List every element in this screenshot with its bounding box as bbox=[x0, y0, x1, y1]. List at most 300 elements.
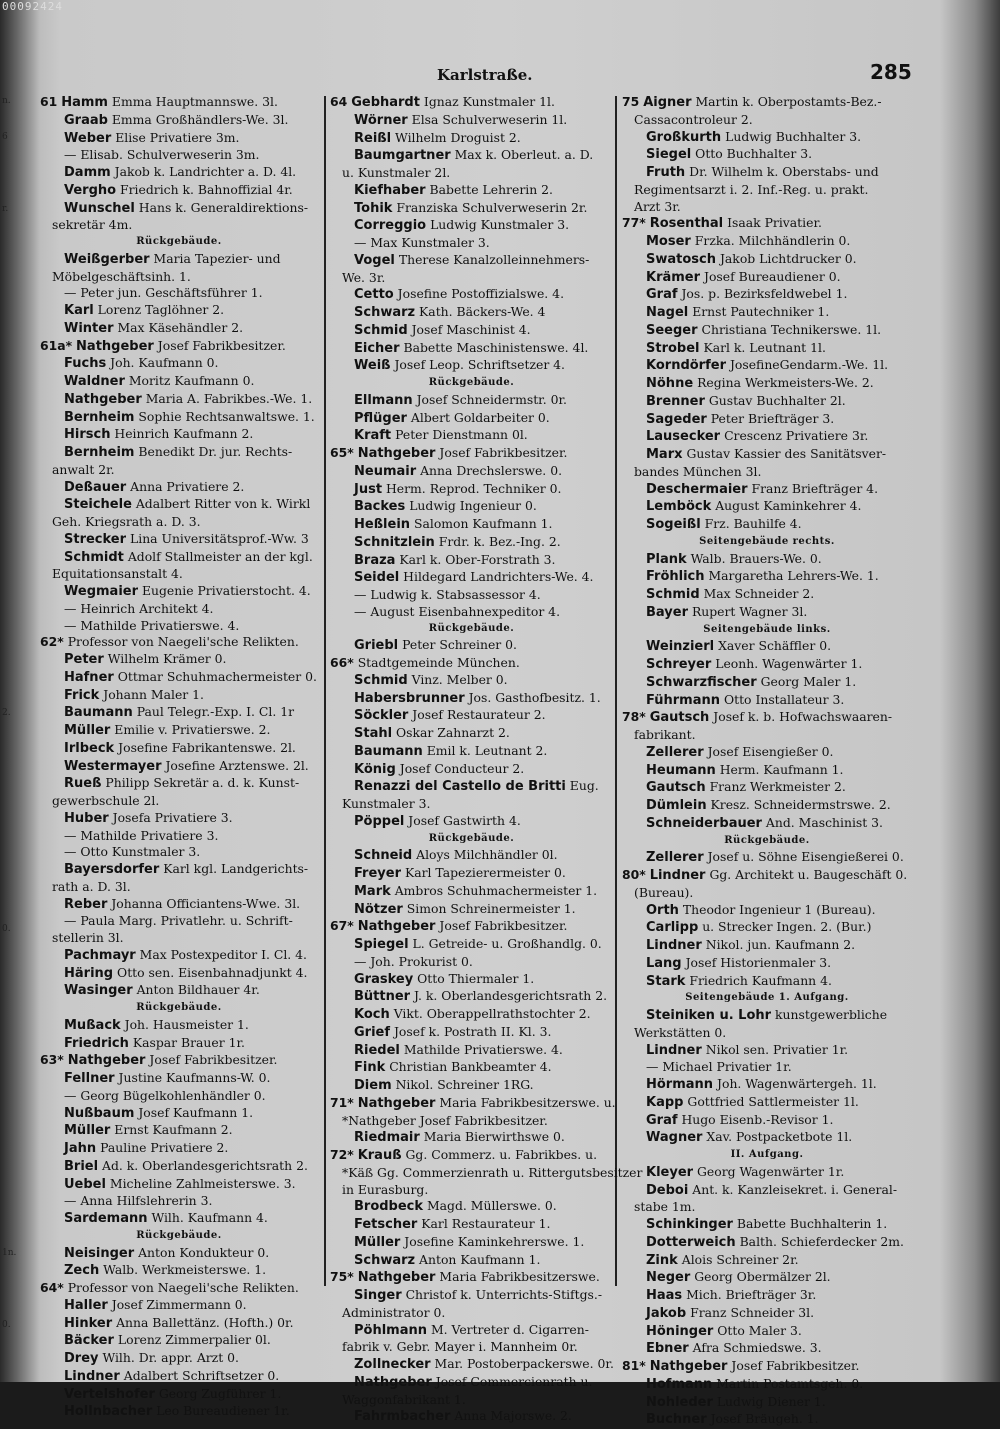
entry-details: Geh. Kriegsrath a. D. 3. bbox=[52, 514, 201, 529]
directory-entry bbox=[330, 883, 613, 901]
entry-details: Max Schneider 2. bbox=[703, 586, 815, 601]
entry-details: August Kaminkehrer 4. bbox=[715, 498, 862, 514]
entry-details: Mich. Briefträger 3r. bbox=[686, 1287, 817, 1302]
resident-surname: Buchner bbox=[646, 1412, 707, 1428]
section-subheading: Rückgebäude. bbox=[136, 1229, 222, 1241]
entry-details: Josef Historienmaler 3. bbox=[685, 954, 832, 970]
resident-surname: Strobel bbox=[646, 340, 700, 356]
entry-details: Josef u. Söhne Eisengießerei 0. bbox=[707, 849, 904, 865]
resident-surname: Gautsch bbox=[646, 780, 706, 796]
entry-details: Josef Gastwirth 4. bbox=[408, 812, 521, 828]
entry-details: rath a. D. 3l. bbox=[52, 878, 131, 894]
resident-surname: Drey bbox=[64, 1351, 99, 1366]
entry-details: Josef k. Postrath II. Kl. 3. bbox=[393, 1023, 552, 1039]
resident-surname: Schmid bbox=[354, 322, 408, 338]
directory-entry bbox=[330, 672, 613, 690]
directory-entry bbox=[330, 1024, 613, 1042]
directory-entry bbox=[622, 516, 912, 534]
entry-details: Adalbert Schriftsetzer 0. bbox=[123, 1367, 280, 1383]
directory-entry bbox=[622, 551, 912, 569]
entry-details: Salomon Kaufmann 1. bbox=[413, 516, 553, 531]
directory-entry bbox=[622, 586, 912, 604]
directory-entry bbox=[622, 1182, 912, 1200]
directory-entry bbox=[330, 1408, 613, 1426]
entry-details: Emma Großhändlers-We. 3l. bbox=[111, 111, 289, 127]
resident-surname: Vertelshofer bbox=[64, 1386, 155, 1402]
entry-details: Moritz Kaufmann 0. bbox=[128, 373, 255, 388]
entry-details: Frzka. Milchhändlerin 0. bbox=[694, 233, 851, 248]
entry-details: Walb. Werkmeisterswe. 1. bbox=[103, 1262, 267, 1278]
directory-entry bbox=[622, 112, 912, 129]
directory-entry bbox=[40, 1105, 318, 1123]
resident-surname: Hirsch bbox=[64, 427, 111, 443]
entry-details: Johann Maler 1. bbox=[103, 686, 204, 702]
entry-details: Anna Ballettänz. (Hofth.) 0r. bbox=[116, 1314, 294, 1330]
directory-entry bbox=[330, 252, 613, 270]
directory-entry bbox=[622, 1164, 912, 1182]
resident-surname: Gebhardt bbox=[351, 95, 420, 110]
entry-details: Ernst Pautechniker 1. bbox=[692, 304, 830, 319]
directory-entry bbox=[622, 762, 912, 780]
entry-details: Christof k. Unterrichts-Stiftgs.- bbox=[405, 1287, 603, 1302]
resident-surname: Zellerer bbox=[646, 850, 704, 866]
entry-details: Max k. Oberleut. a. D. bbox=[454, 147, 594, 163]
resident-surname: Seidel bbox=[354, 570, 400, 586]
directory-entry bbox=[330, 1216, 613, 1234]
entry-details: Werkstätten 0. bbox=[634, 1024, 727, 1040]
directory-entry bbox=[40, 982, 318, 1000]
resident-surname: Vogel bbox=[354, 252, 395, 268]
entry-details: Josef Fabrikbesitzer. bbox=[731, 1358, 860, 1373]
resident-surname: Kapp bbox=[646, 1094, 684, 1110]
directory-entry bbox=[330, 796, 613, 813]
entry-details: *Nathgeber Josef Fabrikbesitzer. bbox=[342, 1112, 548, 1128]
directory-entry bbox=[330, 304, 613, 322]
house-number: 65* bbox=[330, 445, 354, 460]
directory-entry bbox=[330, 1374, 613, 1392]
directory-entry bbox=[622, 375, 912, 393]
entry-details: Josef Schneidermstr. 0r. bbox=[416, 391, 568, 407]
resident-surname: Moser bbox=[646, 234, 691, 249]
directory-entry bbox=[622, 1112, 912, 1130]
directory-entry bbox=[330, 94, 613, 112]
resident-surname: Vergho bbox=[64, 182, 117, 198]
resident-surname: Müller bbox=[354, 1234, 401, 1250]
section-subheading: Rückgebäude. bbox=[724, 834, 810, 846]
directory-entry bbox=[330, 1356, 613, 1374]
resident-surname: Pöhlmann bbox=[354, 1322, 427, 1338]
resident-surname: Brenner bbox=[646, 393, 705, 409]
directory-entry bbox=[40, 285, 318, 302]
entry-details: Josefine Fabrikantenswe. 2l. bbox=[118, 739, 296, 755]
directory-entry bbox=[330, 1042, 613, 1060]
resident-surname: Carlipp bbox=[646, 920, 699, 936]
directory-entry bbox=[330, 1198, 613, 1216]
resident-surname: Winter bbox=[64, 320, 114, 336]
directory-entry bbox=[330, 988, 613, 1006]
resident-surname: Schneiderbauer bbox=[646, 815, 762, 831]
entry-details: — August Eisenbahnexpeditor 4. bbox=[354, 603, 561, 619]
directory-entry bbox=[622, 1394, 912, 1412]
directory-entry bbox=[40, 1280, 318, 1297]
resident-surname: Baumann bbox=[354, 743, 423, 759]
directory-entry bbox=[622, 973, 912, 991]
directory-entry bbox=[40, 1176, 318, 1194]
directory-entry bbox=[40, 758, 318, 776]
resident-surname: Tohik bbox=[354, 200, 393, 216]
house-number: 75 bbox=[622, 94, 640, 109]
directory-entry bbox=[40, 1315, 318, 1333]
directory-entry bbox=[622, 779, 912, 797]
entry-details: Josef Commercienrath u. bbox=[435, 1373, 593, 1389]
directory-entry bbox=[622, 674, 912, 692]
entry-details: Friedrich Kaufmann 4. bbox=[689, 972, 832, 988]
entry-details: Justine Kaufmanns-W. 0. bbox=[118, 1070, 271, 1085]
directory-entry bbox=[40, 1088, 318, 1105]
entry-details: — Ludwig k. Stabsassessor 4. bbox=[354, 587, 541, 602]
resident-surname: Eicher bbox=[354, 340, 400, 356]
directory-entry bbox=[330, 1006, 613, 1024]
resident-surname: Graf bbox=[646, 287, 678, 303]
entry-details: Joh. Hausmeister 1. bbox=[124, 1016, 249, 1032]
directory-entry bbox=[40, 601, 318, 618]
entry-details: Hugo Eisenb.-Revisor 1. bbox=[681, 1111, 834, 1127]
entry-details: Gg. Commerz. u. Fabrikbes. u. bbox=[405, 1147, 598, 1162]
directory-entry bbox=[330, 427, 613, 445]
directory-entry bbox=[330, 954, 613, 971]
entry-details: Anton Bildhauer 4r. bbox=[136, 982, 260, 998]
directory-entry bbox=[330, 1147, 613, 1165]
entry-details: Isaak Privatier. bbox=[727, 215, 822, 231]
resident-surname: Orth bbox=[646, 902, 679, 918]
resident-surname: Müller bbox=[64, 723, 111, 738]
entry-details: Nikol sen. Privatier 1r. bbox=[705, 1041, 849, 1057]
entry-details: Georg Obermälzer 2l. bbox=[694, 1269, 831, 1285]
entry-details: kunstgewerbliche bbox=[775, 1007, 888, 1022]
directory-entry bbox=[330, 270, 613, 287]
entry-details: Anna Majorswe. 2. bbox=[454, 1408, 572, 1424]
resident-surname: Strecker bbox=[64, 531, 127, 547]
directory-entry bbox=[40, 269, 318, 286]
resident-surname: Haas bbox=[646, 1288, 683, 1303]
entry-details: Joh. Wagenwärtergeh. 1l. bbox=[717, 1076, 877, 1091]
directory-entry bbox=[40, 164, 318, 182]
house-number: 72* bbox=[330, 1147, 354, 1162]
directory-entry bbox=[622, 182, 912, 199]
directory-entry bbox=[40, 147, 318, 164]
resident-surname: Gautsch bbox=[649, 710, 710, 726]
directory-entry bbox=[40, 1140, 318, 1158]
resident-surname: Zellerer bbox=[646, 744, 704, 760]
scan-id: 00092424 bbox=[2, 0, 63, 13]
directory-entry bbox=[40, 409, 318, 427]
entry-details: Christian Bankbeamter 4. bbox=[389, 1059, 552, 1075]
entry-details: Ernst Kaufmann 2. bbox=[114, 1122, 233, 1138]
directory-entry bbox=[622, 233, 912, 251]
entry-details: Leo Bureaudiener 1r. bbox=[156, 1403, 290, 1419]
entry-details: Gustav Kassier des Sanitätsver- bbox=[686, 446, 887, 461]
resident-surname: Irlbeck bbox=[64, 740, 115, 756]
directory-entry bbox=[40, 1368, 318, 1386]
directory-entry bbox=[330, 392, 613, 410]
entry-details: Walb. Brauers-We. 0. bbox=[690, 550, 822, 566]
resident-surname: Marx bbox=[646, 447, 683, 462]
directory-entry bbox=[40, 947, 318, 965]
resident-surname: Dotterweich bbox=[646, 1234, 736, 1250]
directory-entry bbox=[330, 743, 613, 761]
entry-details: — Paula Marg. Privatlehr. u. Schrift- bbox=[64, 913, 293, 929]
entry-details: Josef Bureaudiener 0. bbox=[703, 268, 841, 284]
entry-details: Otto Thiermaler 1. bbox=[417, 970, 535, 986]
entry-details: — Joh. Prokurist 0. bbox=[354, 953, 473, 969]
directory-entry bbox=[40, 793, 318, 810]
house-number: 63* bbox=[40, 1052, 64, 1068]
resident-surname: Bayer bbox=[646, 604, 688, 620]
house-number: 64* bbox=[40, 1280, 64, 1295]
resident-surname: Heßlein bbox=[354, 517, 411, 532]
resident-surname: Weinzierl bbox=[646, 639, 715, 655]
directory-entry bbox=[330, 165, 613, 182]
directory-entry bbox=[40, 338, 318, 356]
directory-entry bbox=[622, 164, 912, 182]
resident-surname: Lindner bbox=[649, 868, 706, 883]
directory-entry bbox=[330, 1322, 613, 1340]
entry-details: (Bureau). bbox=[634, 884, 694, 900]
resident-surname: Weißgerber bbox=[64, 251, 150, 267]
resident-surname: Wasinger bbox=[64, 983, 133, 999]
directory-entry bbox=[40, 1210, 318, 1228]
resident-surname: Schwarz bbox=[354, 1252, 416, 1268]
directory-entry bbox=[330, 778, 613, 796]
entry-details: sekretär 4m. bbox=[52, 217, 133, 233]
resident-surname: Schneid bbox=[354, 848, 413, 864]
entry-details: gewerbschule 2l. bbox=[52, 793, 160, 808]
resident-surname: Nathgeber bbox=[354, 1374, 432, 1390]
directory-entry bbox=[622, 692, 912, 710]
directory-entry bbox=[622, 269, 912, 287]
entry-details: Josef Restaurateur 2. bbox=[412, 707, 546, 723]
resident-surname: Baumann bbox=[64, 705, 133, 721]
entry-details: Eug. bbox=[569, 778, 599, 794]
resident-surname: Führmann bbox=[646, 692, 720, 708]
entry-details: Jakob Lichtdrucker 0. bbox=[719, 250, 857, 266]
resident-surname: Diem bbox=[354, 1078, 392, 1093]
entry-details: Vikt. Oberappellrathstochter 2. bbox=[393, 1006, 591, 1021]
entry-details: Elise Privatiere 3m. bbox=[115, 129, 240, 145]
resident-surname: Correggio bbox=[354, 218, 427, 234]
entry-details: Ludwig Ingenieur 0. bbox=[409, 498, 537, 514]
entry-details: Georg Wagenwärter 1r. bbox=[697, 1163, 845, 1179]
directory-entry bbox=[330, 286, 613, 304]
entry-details: stellerin 3l. bbox=[52, 930, 124, 945]
directory-entry bbox=[330, 1059, 613, 1077]
resident-surname: Sageder bbox=[646, 411, 707, 427]
resident-surname: Schmid bbox=[354, 672, 408, 688]
resident-surname: Backes bbox=[354, 499, 406, 515]
resident-surname: Lang bbox=[646, 955, 682, 971]
resident-surname: Steiniken u. Lohr bbox=[646, 1008, 772, 1023]
resident-surname: Pachmayr bbox=[64, 947, 136, 963]
resident-surname: Spiegel bbox=[354, 937, 409, 952]
entry-details: Albert Goldarbeiter 0. bbox=[410, 409, 550, 425]
directory-entry bbox=[40, 583, 318, 601]
resident-surname: Bernheim bbox=[64, 445, 135, 460]
entry-details: J. k. Oberlandesgerichtsrath 2. bbox=[414, 988, 608, 1004]
entry-details: Martin Postamtsgeh. 0. bbox=[716, 1375, 864, 1391]
entry-details: Philipp Sekretär a. d. k. Kunst- bbox=[105, 775, 300, 791]
entry-details: Mar. Postoberpackerswe. 0r. bbox=[434, 1356, 614, 1371]
directory-entry bbox=[330, 130, 613, 148]
entry-details: Paul Telegr.-Exp. I. Cl. 1r bbox=[136, 704, 295, 720]
margin-fragment: 6 bbox=[2, 132, 8, 142]
entry-details: Ignaz Kunstmaler 1l. bbox=[423, 94, 555, 109]
directory-entry bbox=[40, 444, 318, 462]
resident-surname: Friedrich bbox=[64, 1035, 129, 1051]
entry-details: L. Getreide- u. Großhandlg. 0. bbox=[412, 936, 602, 951]
directory-entry bbox=[40, 94, 318, 112]
entry-details: Professor von Naegeli'sche Relikten. bbox=[67, 1280, 299, 1295]
directory-entry bbox=[40, 1403, 318, 1421]
entry-details: Martin k. Oberpostamts-Bez.- bbox=[695, 94, 882, 109]
resident-surname: Nathgeber bbox=[67, 1053, 146, 1069]
directory-entry bbox=[622, 1216, 912, 1234]
directory-entry bbox=[622, 744, 912, 762]
entry-details: Oskar Zahnarzt 2. bbox=[396, 725, 510, 740]
directory-entry bbox=[622, 146, 912, 164]
resident-surname: Bernheim bbox=[64, 409, 135, 425]
entry-details: Wilhelm Krämer 0. bbox=[107, 651, 227, 666]
directory-entry bbox=[622, 604, 912, 622]
entry-details: Josefa Privatiere 3. bbox=[112, 809, 233, 825]
entry-details: Franz Briefträger 4. bbox=[751, 480, 879, 496]
directory-entry bbox=[330, 340, 613, 358]
entry-details: Hildegard Landrichters-We. 4. bbox=[403, 569, 594, 585]
entry-details: *Käß Gg. Commerzienrath u. Rittergutsbesitzer bbox=[342, 1164, 643, 1180]
entry-details: Möbelgeschäftsinh. 1. bbox=[52, 268, 191, 284]
directory-entry bbox=[40, 634, 318, 651]
resident-surname: Reißl bbox=[354, 130, 392, 146]
entry-details: Therese Kanalzolleinnehmers- bbox=[398, 251, 590, 267]
resident-surname: Rueß bbox=[64, 776, 102, 792]
directory-entry bbox=[330, 813, 613, 831]
section-subheading: Rückgebäude. bbox=[428, 377, 515, 388]
entry-details: Alois Schreiner 2r. bbox=[681, 1251, 799, 1267]
directory-entry bbox=[330, 901, 613, 919]
resident-surname: Seeger bbox=[646, 322, 698, 338]
directory-entry bbox=[330, 481, 613, 499]
directory-entry bbox=[622, 937, 912, 955]
entry-details: Maria Fabrikbesitzerswe. bbox=[439, 1269, 600, 1285]
entry-details: Nikol. jun. Kaufmann 2. bbox=[705, 937, 856, 952]
directory-entry bbox=[330, 655, 613, 672]
resident-surname: Nohleder bbox=[646, 1394, 713, 1410]
directory-entry bbox=[330, 1392, 613, 1409]
street-title: Karlstraße. bbox=[437, 66, 533, 84]
resident-surname: Stahl bbox=[354, 726, 393, 741]
directory-entry bbox=[622, 411, 912, 429]
directory-entry bbox=[40, 844, 318, 861]
entry-details: Herm. Kaufmann 1. bbox=[719, 761, 844, 777]
directory-entry bbox=[40, 618, 318, 635]
entry-details: Jos. Gasthofbesitz. 1. bbox=[468, 689, 601, 705]
directory-entry bbox=[330, 725, 613, 743]
directory-entry bbox=[622, 709, 912, 727]
entry-details: Lorenz Zimmerpalier 0l. bbox=[117, 1332, 271, 1348]
resident-surname: Fuchs bbox=[64, 356, 107, 372]
resident-surname: Haller bbox=[64, 1297, 108, 1313]
resident-surname: Mark bbox=[354, 883, 391, 899]
resident-surname: Neumair bbox=[354, 463, 417, 479]
directory-entry bbox=[622, 1323, 912, 1341]
directory-entry bbox=[40, 1245, 318, 1263]
directory-entry bbox=[40, 810, 318, 828]
resident-surname: Huber bbox=[64, 810, 109, 826]
entry-details: Micheline Zahlmeisterswe. 3. bbox=[109, 1175, 296, 1191]
directory-entry bbox=[40, 1350, 318, 1368]
resident-surname: Wegmaier bbox=[64, 584, 139, 599]
directory-column-1 bbox=[40, 94, 318, 1420]
directory-entry bbox=[40, 355, 318, 373]
entry-details: Josef Fabrikbesitzer. bbox=[149, 1052, 278, 1068]
resident-surname: König bbox=[354, 761, 396, 777]
entry-details: Gottfried Sattlermeister 1l. bbox=[687, 1093, 859, 1109]
resident-surname: Habersbrunner bbox=[354, 690, 465, 706]
resident-surname: Graf bbox=[646, 1112, 678, 1128]
entry-details: Eugenie Privatierstocht. 4. bbox=[141, 583, 311, 598]
house-number: 62* bbox=[40, 634, 64, 650]
entry-details: Regimentsarzt i. 2. Inf.-Reg. u. prakt. bbox=[634, 181, 869, 197]
directory-entry bbox=[622, 428, 912, 446]
resident-surname: Heumann bbox=[646, 762, 716, 778]
resident-surname: Nathgeber bbox=[76, 338, 154, 354]
directory-entry bbox=[40, 200, 318, 218]
house-number: 81* bbox=[622, 1358, 646, 1373]
directory-entry bbox=[330, 1287, 613, 1305]
directory-entry bbox=[622, 885, 912, 902]
directory-entry bbox=[330, 1252, 613, 1270]
entry-details: Gg. Architekt u. Baugeschäft 0. bbox=[709, 867, 908, 882]
entry-details: Sophie Rechtsanwaltswe. 1. bbox=[138, 408, 315, 424]
directory-entry bbox=[622, 446, 912, 464]
directory-entry bbox=[622, 215, 912, 233]
entry-details: Kunstmaler 3. bbox=[342, 796, 431, 811]
entry-details: u. Kunstmaler 2l. bbox=[342, 165, 451, 180]
resident-surname: Graab bbox=[64, 112, 108, 128]
directory-entry bbox=[622, 1076, 912, 1094]
section-subheading: Rückgebäude. bbox=[428, 622, 515, 634]
resident-surname: Sardemann bbox=[64, 1211, 148, 1226]
entry-details: — Mathilde Privatierswe. 4. bbox=[64, 617, 240, 633]
house-number: 71* bbox=[330, 1094, 354, 1110]
section-subheading: Rückgebäude. bbox=[428, 832, 515, 844]
directory-entry bbox=[330, 847, 613, 865]
resident-surname: Neisinger bbox=[64, 1245, 135, 1261]
directory-entry bbox=[40, 302, 318, 320]
entry-details: bandes München 3l. bbox=[634, 463, 762, 479]
directory-entry bbox=[622, 815, 912, 833]
resident-surname: Plank bbox=[646, 551, 687, 567]
resident-surname: Reber bbox=[64, 896, 108, 912]
house-number: 61a* bbox=[40, 337, 73, 353]
resident-surname: Schinkinger bbox=[646, 1217, 733, 1232]
resident-surname: Großkurth bbox=[646, 129, 722, 145]
house-number: 67* bbox=[330, 918, 354, 934]
resident-surname: Nöhne bbox=[646, 376, 694, 391]
entry-details: Frz. Bauhilfe 4. bbox=[704, 516, 802, 531]
directory-entry bbox=[330, 971, 613, 989]
entry-details: — Mathilde Privatiere 3. bbox=[64, 827, 219, 843]
directory-entry bbox=[40, 566, 318, 583]
